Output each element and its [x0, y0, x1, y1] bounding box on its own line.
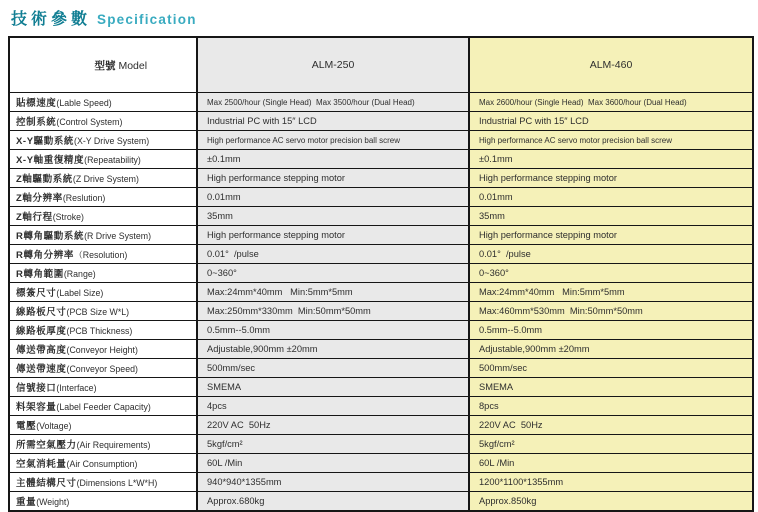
alm250-value: 220V AC 50Hz	[197, 416, 469, 435]
spec-label	[9, 492, 197, 512]
alm460-value: 5kgf/cm²	[469, 435, 753, 454]
alm250-value: High performance AC servo motor precision ball screw	[197, 131, 469, 150]
table-row-z-resolution	[9, 188, 753, 207]
alm460-value: 0.01mm	[469, 188, 753, 207]
spec-label-zh: Z軸驅動系統	[16, 174, 73, 185]
table-row-dimensions	[9, 473, 753, 492]
spec-label	[9, 188, 197, 207]
spec-label	[9, 207, 197, 226]
alm460-value: Adjustable,900mm ±20mm	[469, 340, 753, 359]
alm460-value: ±0.1mm	[469, 150, 753, 169]
spec-label	[9, 150, 197, 169]
spec-label-zh: 線路板尺寸	[16, 307, 67, 318]
alm460-value: 8pcs	[469, 397, 753, 416]
table-row-r-drive	[9, 226, 753, 245]
header-model-zh: 型號	[94, 60, 116, 72]
spec-label-en: (Reslution)	[62, 193, 106, 203]
spec-label	[9, 473, 197, 492]
specification-table	[8, 36, 754, 512]
table-row-label-speed	[9, 93, 753, 112]
header-model	[9, 37, 197, 93]
spec-label	[9, 245, 197, 264]
table-row-xy-drive	[9, 131, 753, 150]
spec-label-zh: R轉角驅動系統	[16, 231, 85, 242]
spec-label-zh: 電壓	[16, 421, 37, 432]
table-row-conveyor-height	[9, 340, 753, 359]
spec-label	[9, 264, 197, 283]
table-row-z-stroke	[9, 207, 753, 226]
spec-label-zh: Z軸分辨率	[16, 193, 63, 204]
spec-label-zh: 重量	[16, 497, 37, 508]
alm460-value: Max:460mm*530mm Min:50mm*50mm	[469, 302, 753, 321]
spec-label-zh: 所需空氣壓力	[16, 440, 77, 451]
spec-label-zh: R轉角範圍	[16, 269, 64, 280]
table-header-row	[9, 37, 753, 93]
alm460-value: 500mm/sec	[469, 359, 753, 378]
table-row-pcb-size	[9, 302, 753, 321]
alm460-value: High performance AC servo motor precision ball screw	[469, 131, 753, 150]
alm250-value: Industrial PC with 15″ LCD	[197, 112, 469, 131]
alm250-value: Approx.680kg	[197, 492, 469, 512]
spec-label-zh: 標簽尺寸	[16, 288, 57, 299]
spec-label-en: (Voltage)	[36, 421, 72, 431]
spec-label-zh: R轉角分辨率	[16, 250, 74, 261]
spec-label	[9, 93, 197, 112]
alm250-value: 4pcs	[197, 397, 469, 416]
spec-label-en: (Z Drive System)	[72, 174, 139, 184]
table-row-pcb-thickness	[9, 321, 753, 340]
alm250-value: 0.01mm	[197, 188, 469, 207]
spec-label-en: (Repeatability)	[84, 155, 141, 165]
alm250-value: SMEMA	[197, 378, 469, 397]
alm460-value: 220V AC 50Hz	[469, 416, 753, 435]
spec-label-en: (Air Consumption)	[66, 459, 138, 469]
alm460-value: 35mm	[469, 207, 753, 226]
spec-label-zh: X-Y軸重復精度	[16, 155, 85, 166]
alm250-value: 0.5mm--5.0mm	[197, 321, 469, 340]
alm460-value: High performance stepping motor	[469, 169, 753, 188]
spec-label	[9, 359, 197, 378]
page-title-en: Specification	[97, 12, 197, 27]
spec-label	[9, 454, 197, 473]
table-row-label-size	[9, 283, 753, 302]
alm250-value: Max:250mm*330mm Min:50mm*50mm	[197, 302, 469, 321]
alm250-value: High performance stepping motor	[197, 169, 469, 188]
spec-label-en: (Interface)	[56, 383, 97, 393]
alm250-value: 0~360°	[197, 264, 469, 283]
page-title-zh: 技術參數	[11, 11, 92, 28]
spec-label-en: (Range)	[63, 269, 96, 279]
table-row-voltage	[9, 416, 753, 435]
header-model-en: Model	[118, 60, 148, 72]
alm250-value: ±0.1mm	[197, 150, 469, 169]
alm460-value: 60L /Min	[469, 454, 753, 473]
alm460-value: SMEMA	[469, 378, 753, 397]
spec-label-en: （Resolution)	[73, 250, 128, 260]
spec-label-zh: 貼標速度	[16, 98, 57, 109]
spec-label-zh: 傳送帶高度	[16, 345, 67, 356]
spec-label-en: (PCB Size W*L)	[66, 307, 130, 317]
spec-label-en: (Weight)	[36, 497, 70, 507]
spec-label	[9, 321, 197, 340]
spec-label	[9, 112, 197, 131]
spec-label-en: (Dimensions L*W*H)	[76, 478, 158, 488]
table-row-air-requirements	[9, 435, 753, 454]
spec-label-zh: 主體結構尺寸	[16, 478, 77, 489]
alm250-value: Adjustable,900mm ±20mm	[197, 340, 469, 359]
alm250-value: 940*940*1355mm	[197, 473, 469, 492]
alm250-value: 35mm	[197, 207, 469, 226]
spec-label-zh: 信號接口	[16, 383, 57, 394]
table-row-interface	[9, 378, 753, 397]
spec-label-zh: 線路板厚度	[16, 326, 67, 337]
spec-label-en: (Lable Speed)	[56, 98, 112, 108]
spec-label-zh: 傳送帶速度	[16, 364, 67, 375]
spec-label-zh: 控制系統	[16, 117, 57, 128]
spec-label-en: (R Drive System)	[84, 231, 152, 241]
table-row-r-resolution	[9, 245, 753, 264]
spec-label	[9, 226, 197, 245]
table-row-repeatability	[9, 150, 753, 169]
alm460-value: Approx.850kg	[469, 492, 753, 512]
spec-label	[9, 435, 197, 454]
table-row-feeder-capacity	[9, 397, 753, 416]
spec-label-en: (Conveyor Height)	[66, 345, 138, 355]
spec-label	[9, 378, 197, 397]
spec-label-zh: X-Y驅動系統	[16, 136, 75, 147]
header-alm250: ALM-250	[197, 37, 469, 93]
page-title	[11, 6, 197, 29]
spec-label-zh: Z軸行程	[16, 212, 53, 223]
alm460-value: High performance stepping motor	[469, 226, 753, 245]
spec-label	[9, 340, 197, 359]
spec-label-en: (Conveyor Speed)	[66, 364, 138, 374]
alm250-value: Max 2500/hour (Single Head) Max 3500/hour (Dual Head)	[197, 93, 469, 112]
spec-label-en: (Label Size)	[56, 288, 104, 298]
alm460-value: 0.5mm--5.0mm	[469, 321, 753, 340]
alm250-value: Max:24mm*40mm Min:5mm*5mm	[197, 283, 469, 302]
alm460-value: 0~360°	[469, 264, 753, 283]
spec-label-zh: 料架容量	[16, 402, 57, 413]
alm250-value: 5kgf/cm²	[197, 435, 469, 454]
alm460-value: Max 2600/hour (Single Head) Max 3600/hour (Dual Head)	[469, 93, 753, 112]
spec-label-en: (PCB Thickness)	[66, 326, 133, 336]
alm460-value: 0.01° /pulse	[469, 245, 753, 264]
spec-label	[9, 283, 197, 302]
table-row-z-drive	[9, 169, 753, 188]
spec-label	[9, 397, 197, 416]
table-row-conveyor-speed	[9, 359, 753, 378]
spec-label-en: (Label Feeder Capacity)	[56, 402, 151, 412]
table-row-air-consumption	[9, 454, 753, 473]
table-row-control-system	[9, 112, 753, 131]
spec-label-en: (Air Requirements)	[76, 440, 151, 450]
spec-label	[9, 131, 197, 150]
table-row-weight	[9, 492, 753, 512]
alm250-value: 0.01° /pulse	[197, 245, 469, 264]
spec-label	[9, 302, 197, 321]
spec-label-en: (Control System)	[56, 117, 123, 127]
alm460-value: 1200*1100*1355mm	[469, 473, 753, 492]
header-alm460: ALM-460	[469, 37, 753, 93]
spec-label-zh: 空氣消耗量	[16, 459, 67, 470]
alm460-value: Industrial PC with 15″ LCD	[469, 112, 753, 131]
spec-label	[9, 416, 197, 435]
spec-label	[9, 169, 197, 188]
spec-label-en: (X-Y Drive System)	[74, 136, 150, 146]
alm250-value: 60L /Min	[197, 454, 469, 473]
table-row-r-range	[9, 264, 753, 283]
spec-label-en: (Stroke)	[52, 212, 84, 222]
alm460-value: Max:24mm*40mm Min:5mm*5mm	[469, 283, 753, 302]
alm250-value: High performance stepping motor	[197, 226, 469, 245]
alm250-value: 500mm/sec	[197, 359, 469, 378]
